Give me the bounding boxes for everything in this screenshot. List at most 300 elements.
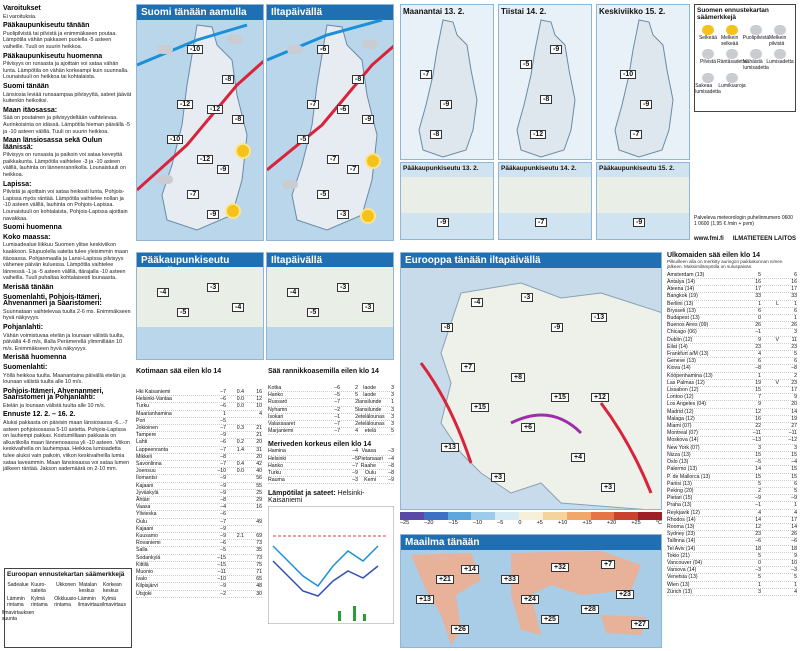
table-cell: etelälounas	[358, 413, 385, 420]
table-row	[136, 432, 262, 439]
table-cell: Pietarsaari	[358, 455, 383, 462]
table-row	[667, 286, 797, 293]
day-forecast-map	[596, 4, 690, 160]
cloud-icon	[726, 49, 738, 59]
table-row	[667, 293, 797, 300]
table-cell: 23	[791, 343, 797, 350]
table-cell: Peking (20)	[667, 487, 694, 494]
table-cell: –5	[755, 459, 761, 466]
table-row	[667, 437, 797, 444]
temperature-label: -4	[157, 288, 169, 297]
table-row	[268, 399, 394, 406]
table-cell	[226, 583, 244, 589]
table-cell: lansilunde	[358, 399, 382, 406]
legend-label: Kylmä ilmavirtaus	[102, 596, 126, 608]
temperature-label: -9	[550, 45, 562, 54]
temperature-label: +27	[631, 620, 649, 629]
table-cell: 15	[755, 473, 761, 480]
legend-label: Puolipilvistä	[742, 35, 770, 41]
day-forecast-map	[400, 4, 494, 160]
table-cell: 26	[755, 322, 761, 329]
table-cell: 21	[256, 432, 262, 439]
table-row	[268, 477, 394, 484]
legend-label: Lumisadetta	[766, 59, 794, 65]
table-cell: Kemi	[364, 477, 376, 484]
temperature-label: -13	[591, 313, 607, 322]
table-cell: 6	[794, 480, 797, 487]
table-cell	[761, 286, 779, 292]
table-row	[667, 329, 797, 336]
table-cell: 2	[758, 487, 761, 494]
table-row	[667, 574, 797, 581]
table-cell: Sydney (23)	[667, 531, 695, 538]
table-cell: –7	[334, 399, 340, 406]
table-cell	[761, 452, 779, 458]
table-row	[136, 576, 262, 583]
finland-symbols-legend	[694, 4, 796, 112]
table-cell: 2	[355, 385, 358, 391]
temperature-colorbar	[400, 512, 662, 530]
table-cell: Kuusamo	[136, 533, 158, 540]
table-cell: 20	[256, 439, 262, 446]
table-cell: 17	[755, 286, 761, 293]
table-row	[667, 337, 797, 344]
europe-legend-title: Euroopan ennustekartan säämerkkejä	[7, 571, 125, 578]
legend-label: Räntäsadetta	[717, 59, 747, 65]
table-cell: 6	[758, 358, 761, 365]
section-heading: Pohjanlahti:	[3, 323, 44, 331]
table-cell: Maarianhamina	[136, 410, 172, 417]
table-cell: Palermo (13)	[667, 466, 697, 473]
table-cell	[761, 466, 779, 472]
sun-icon	[367, 155, 379, 167]
table-cell	[226, 454, 244, 460]
table-cell: –9	[220, 432, 226, 439]
table-cell: –15	[217, 561, 226, 568]
temperature-label: +13	[416, 595, 434, 604]
table-row	[136, 562, 262, 569]
table-body	[268, 385, 394, 435]
finland-shape	[401, 5, 494, 160]
temperature-label: -9	[633, 218, 645, 227]
table-cell: 10	[256, 403, 262, 410]
table-row	[136, 447, 262, 454]
table-cell	[226, 432, 244, 438]
temperature-label: -8	[441, 323, 453, 332]
table-cell: Dublin (12)	[667, 336, 693, 343]
table-cell: 56	[256, 475, 262, 482]
table-cell: 42	[256, 461, 262, 468]
table-row	[268, 470, 394, 477]
table-row	[136, 483, 262, 490]
table-cell: –2	[220, 590, 226, 597]
legend-symbol	[31, 582, 53, 594]
table-row	[667, 322, 797, 329]
table-cell: 1	[758, 300, 761, 307]
table-cell: –6	[755, 538, 761, 545]
table-cell	[761, 401, 779, 407]
section-body: Vähän voimistuvaa etelän ja lounaan välistä tuulta, päivällä 4-8 m/s, illalla Perämerellä ylimmillään 10 m/s. Enimmäkseen hyvä näkyvyys.	[3, 332, 125, 352]
table-cell: –9	[755, 495, 761, 502]
table-cell: 16	[256, 389, 262, 395]
temperature-label: -7	[187, 190, 199, 199]
table-cell: 23	[791, 379, 797, 386]
table-cell: 25	[256, 489, 262, 496]
table-cell: Nizza (13)	[667, 451, 691, 458]
legend-label: Kylmä rintama	[31, 596, 48, 608]
table-cell: Vaasa	[136, 504, 151, 511]
legend-symbol	[717, 49, 747, 71]
section-body: Pilvisyys on runsasta ja ajoittain voi sataa vähän lunta. Lämpötila on vähän korkeampi kuin suunnalla. Lounaistuuli on heikkoa tai kohtalaista.	[3, 61, 129, 81]
table-cell: 14	[755, 516, 761, 523]
sun-icon	[227, 205, 239, 217]
text-forecast-column	[3, 3, 133, 475]
table-cell: Eilat (14)	[667, 343, 688, 350]
table-cell: 19	[755, 379, 761, 386]
table-cell: Lontoo (12)	[667, 394, 694, 401]
table-cell: 1	[223, 410, 226, 417]
table-cell: 15	[791, 451, 797, 458]
section-body: Suunnataan vaihtelevaa tuulta 2-6 ms. Enimmäkseen hyvä näkyvyys.	[3, 308, 131, 322]
map-title: Tiistai 14. 2.	[501, 7, 547, 16]
colorbar-tick: –5	[497, 520, 504, 526]
table-cell: –10	[217, 468, 226, 475]
fmi-url[interactable]: www.fmi.fi	[694, 236, 724, 242]
table-cell: –7	[334, 421, 340, 428]
temperature-label: -12	[207, 105, 223, 114]
table-cell: Joensuu	[136, 468, 156, 475]
table-row	[667, 546, 797, 553]
coastal-weather-table	[268, 368, 394, 626]
domestic-weather-table	[136, 368, 262, 598]
table-cell: 4	[794, 588, 797, 595]
temperature-label: -8	[222, 75, 234, 84]
table-cell: 2	[794, 372, 797, 379]
table-cell: Rhodos (14)	[667, 516, 696, 523]
table-cell: 0.3	[236, 425, 244, 432]
table-cell: Praha (13)	[667, 502, 692, 509]
table-cell	[761, 430, 779, 436]
table-row	[268, 421, 394, 428]
cloud-icon	[287, 45, 303, 54]
table-cell: Tokio (21)	[667, 552, 690, 559]
table-cell: Hanko	[268, 392, 283, 399]
table-row	[136, 490, 262, 497]
table-cell: –4	[220, 504, 226, 511]
table-cell: Hki Kaisaniemi	[136, 389, 171, 395]
map-title: Suomi tänään aamulla	[137, 5, 264, 20]
table-cell: laode	[363, 385, 376, 391]
table-row	[667, 315, 797, 322]
table-cell: –9	[352, 470, 358, 477]
section-body: Pilvisyys on runsasta ja paikoin voi sataa keveyttä paikkakunta. Lämpötila vaihtelee -3 ja -10 asteen välillä, lauhinta on lännenrannikolla. Lounaistuuli on heikkoa.	[3, 152, 126, 179]
table-cell: –1	[334, 413, 340, 420]
table-cell: Varsova (14)	[667, 567, 697, 574]
table-row	[136, 475, 262, 482]
table-cell: –6	[220, 540, 226, 547]
legend-symbol	[7, 596, 29, 608]
temperature-label: -5	[177, 308, 189, 317]
table-cell	[761, 272, 779, 278]
table-cell: Montreal (07)	[667, 430, 698, 437]
table-cell: Sodankylä	[136, 554, 161, 561]
table-row	[667, 409, 797, 416]
legend-title: Suomen ennustekartan säämerkkejä	[697, 7, 769, 21]
table-cell: Moskova (14)	[667, 437, 699, 444]
table-cell: 2	[355, 421, 358, 428]
table-cell: 5	[355, 406, 358, 413]
sea-level-title: Meriveden korkeus eilen klo 14	[268, 441, 372, 449]
temperature-label: -5	[307, 308, 319, 317]
table-cell: Ähtäri	[136, 497, 150, 504]
table-cell: Helsinki-Vantaa	[136, 396, 172, 403]
table-cell: Madrid (12)	[667, 408, 694, 415]
table-cell: 17	[791, 516, 797, 523]
table-cell: –9	[220, 525, 226, 532]
table-cell	[226, 519, 244, 525]
table-cell: 3	[391, 406, 394, 413]
table-cell	[226, 418, 244, 424]
temperature-label: -9	[551, 323, 563, 332]
cloud-icon	[702, 49, 714, 59]
table-cell: 5	[758, 480, 761, 487]
table-cell: P. de Mallorca (13)	[667, 473, 711, 480]
table-cell: Ateena (14)	[667, 286, 695, 293]
cloud-icon	[774, 25, 786, 35]
table-cell: Frankfurt a/M (13)	[667, 351, 709, 358]
temperature-label: +4	[571, 453, 585, 462]
table-row	[667, 531, 797, 538]
table-cell: –9	[220, 533, 226, 540]
table-cell: Las Palmas (12)	[667, 379, 705, 386]
legend-label: Lumikuuroja	[718, 83, 746, 89]
colorbar-tick: 0	[518, 520, 522, 526]
table-cell: Lissabon (12)	[667, 387, 699, 394]
table-cell: –6	[220, 511, 226, 518]
table-cell: 16	[791, 279, 797, 286]
map-title: Pääkaupunkiseutu 13. 2.	[403, 165, 479, 172]
table-cell	[761, 279, 779, 285]
table-cell: Wien (13)	[667, 581, 690, 588]
table-cell: –8	[388, 470, 394, 477]
legend-symbol	[103, 596, 125, 608]
table-cell: Vancouver (04)	[667, 559, 703, 566]
table-title: Ulkomaiden sää eilen klo 14	[667, 252, 760, 259]
legend-label: Kuuro-sateita	[31, 582, 47, 594]
table-row	[667, 510, 797, 517]
table-row	[136, 555, 262, 562]
table-cell	[761, 574, 779, 580]
temperature-label: +26	[451, 625, 469, 634]
table-cell: Geneve (13)	[667, 358, 696, 365]
table-cell: Rovaniemi	[136, 540, 161, 547]
table-cell: –4	[388, 455, 394, 462]
table-row	[667, 351, 797, 358]
table-cell: 10	[791, 559, 797, 566]
table-cell	[226, 483, 244, 489]
table-cell: 18	[755, 545, 761, 552]
table-cell: –9	[220, 583, 226, 590]
table-row	[667, 466, 797, 473]
temperature-label: -7	[420, 70, 432, 79]
table-cell: 2.1	[236, 533, 244, 540]
temperature-label: -10	[620, 70, 636, 79]
temperature-label: -12	[197, 155, 213, 164]
table-cell: 6	[794, 307, 797, 314]
table-row	[667, 560, 797, 567]
table-cell: Pori	[136, 417, 146, 424]
legend-label: Ukkonen	[56, 582, 76, 588]
table-row	[136, 497, 262, 504]
cloud-icon	[774, 49, 786, 59]
cloud-icon	[750, 49, 762, 59]
table-cell	[761, 495, 779, 501]
table-cell	[226, 555, 244, 561]
table-cell: Ivalo	[136, 576, 147, 583]
legend-label: Melkein pilvistä	[769, 35, 787, 47]
temperature-label: +8	[511, 373, 525, 382]
table-cell	[761, 308, 779, 314]
table-cell: Pietari (15)	[667, 495, 693, 502]
temperature-label: +13	[441, 443, 459, 452]
table-cell: 3	[391, 392, 394, 399]
table-cell: –6	[220, 439, 226, 446]
legend-label: Selkeää	[698, 35, 718, 41]
table-cell	[244, 418, 262, 424]
table-cell: 33	[791, 293, 797, 300]
temperature-label: -4	[287, 288, 299, 297]
table-cell: 3	[391, 421, 394, 428]
legend-symbol	[1, 610, 35, 622]
table-cell: Rooma (13)	[667, 523, 695, 530]
table-cell: 17	[791, 387, 797, 394]
table-cell: Oulu	[136, 518, 147, 525]
table-cell: etelälounas	[358, 421, 385, 428]
temperature-graph	[268, 506, 394, 624]
legend-symbol	[79, 582, 101, 594]
temperature-label: -9	[440, 100, 452, 109]
section-heading: Pääkaupunkiseutu huomenna	[3, 52, 103, 60]
temperature-label: -7	[630, 130, 642, 139]
table-row	[268, 456, 394, 463]
table-row	[667, 474, 797, 481]
table-cell: 9	[758, 401, 761, 408]
map-title: Maailma tänään	[401, 535, 662, 550]
table-cell: 9	[758, 336, 761, 343]
temperature-label: -9	[437, 218, 449, 227]
table-cell: 0.0	[236, 468, 244, 475]
table-title: Kotimaan sää eilen klo 14	[136, 368, 222, 375]
temperature-label: +25	[541, 615, 559, 624]
europe-legend	[1, 568, 132, 648]
table-cell: 73	[256, 540, 262, 547]
table-row	[667, 373, 797, 380]
table-cell: Savonlinna	[136, 461, 162, 468]
table-cell: Lappeenranta	[136, 446, 169, 453]
cloud-icon	[750, 25, 762, 35]
table-cell: –11	[752, 430, 761, 437]
table-cell: –13	[752, 437, 761, 444]
table-cell: –3	[791, 567, 797, 574]
table-cell	[226, 576, 244, 582]
table-row	[667, 365, 797, 372]
temperature-label: -9	[217, 165, 229, 174]
table-row	[136, 389, 262, 396]
table-cell	[761, 409, 779, 415]
legend-label: Melkein selkeää	[721, 35, 739, 47]
section-heading: Merisää tänään	[3, 283, 54, 291]
legend-symbol	[721, 25, 743, 47]
sea-level-body	[268, 448, 394, 484]
table-row	[136, 418, 262, 425]
table-row	[268, 385, 394, 392]
legend-label: Pilvistä	[700, 59, 716, 65]
table-cell: lansilunde	[358, 406, 382, 413]
table-cell	[761, 351, 779, 357]
temperature-label: -6	[337, 105, 349, 114]
forecast-sections	[3, 23, 133, 473]
table-cell: Ilomantsi	[136, 475, 157, 482]
section-heading: Maan länsiosassa sekä Oulun läänissä:	[3, 137, 103, 151]
legend-symbol	[7, 582, 29, 594]
colorbar-tick: +15	[582, 520, 592, 526]
section-heading: Koko maassa:	[3, 233, 51, 241]
table-cell: 12	[755, 408, 761, 415]
table-row	[268, 428, 394, 435]
land-area	[137, 267, 264, 327]
table-cell: 3	[391, 413, 394, 420]
legend-label: Matalan keskus	[79, 582, 97, 594]
table-cell: 71	[256, 569, 262, 576]
table-cell: 26	[791, 531, 797, 538]
temperature-label: -8	[430, 130, 442, 139]
temperature-label: +15	[551, 393, 569, 402]
table-cell: 17	[791, 286, 797, 293]
table-row	[136, 425, 262, 432]
table-row	[667, 553, 797, 560]
table-cell: 18	[791, 545, 797, 552]
section-heading: Suomenlahti, Pohjois-Itämeri, Ahvenanmeri ja Saaristomeri:	[3, 293, 102, 308]
table-cell: 5	[794, 574, 797, 581]
table-cell: Kilpisjärvi	[136, 583, 158, 590]
legend-symbol	[769, 25, 791, 47]
table-cell: –8	[220, 453, 226, 460]
table-cell	[761, 589, 779, 595]
table-row	[667, 502, 797, 509]
table-row	[136, 461, 262, 468]
temperature-label: -5	[297, 135, 309, 144]
colorbar-gradient	[400, 512, 662, 520]
table-cell	[761, 488, 779, 494]
table-cell	[761, 394, 779, 400]
table-cell: 16	[755, 415, 761, 422]
table-cell: 75	[256, 561, 262, 568]
temperature-label: +21	[436, 575, 454, 584]
colorbar-tick: +5	[536, 520, 543, 526]
table-cell: –8	[755, 365, 761, 372]
table-cell: 14	[791, 408, 797, 415]
table-row	[667, 567, 797, 574]
table-cell: 23	[755, 343, 761, 350]
table-cell: Kajaani	[136, 525, 154, 532]
table-cell: 2	[355, 413, 358, 420]
table-cell: 1	[794, 300, 797, 307]
temperature-label: -9	[207, 210, 219, 219]
table-cell: 0.2	[236, 439, 244, 446]
table-cell: 4	[758, 351, 761, 358]
table-cell: –5	[220, 417, 226, 424]
table-cell	[226, 547, 244, 553]
